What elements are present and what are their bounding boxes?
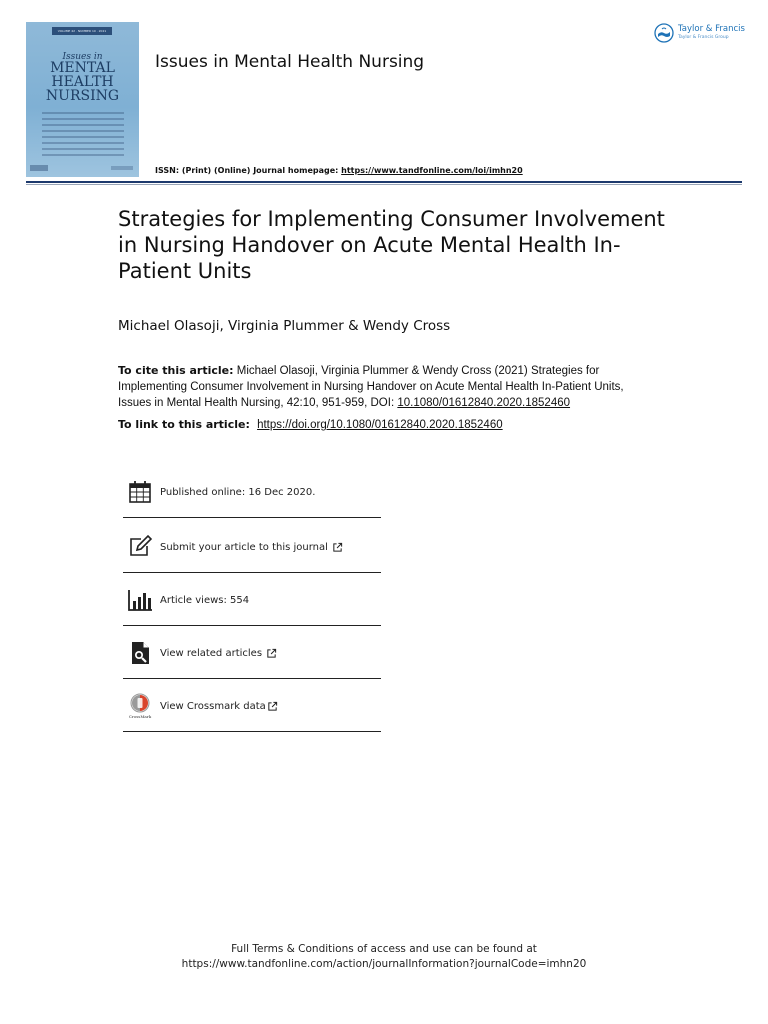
publisher-logo-icon — [654, 23, 674, 43]
article-link-line — [118, 418, 503, 431]
external-link-icon — [332, 542, 343, 553]
crossmark-icon — [126, 692, 154, 720]
cover-volume-band: VOLUME 42 · NUMBER 10 · 2021 — [52, 27, 112, 35]
bar-chart-icon — [126, 586, 154, 614]
issn-text: ISSN: (Print) (Online) Journal homepage: — [155, 166, 342, 175]
article-title: Strategies for Implementing Consumer Involvement in Nursing Handover on Acute Mental Health In-Patient Units — [118, 207, 665, 283]
calendar-icon — [126, 478, 154, 506]
article-authors: Michael Olasoji, Virginia Plummer & Wendy Cross — [118, 318, 451, 334]
published-online-row — [123, 467, 381, 518]
submit-article-link[interactable]: Submit your article to this journal — [160, 541, 328, 553]
article-link-label: To link to this article: — [118, 418, 250, 431]
cover-title-line: NURSING — [45, 88, 120, 104]
cover-publisher-logo — [30, 165, 48, 171]
publisher-name: Taylor & Francis — [678, 24, 745, 34]
cover-contents-lines — [42, 112, 124, 160]
crossmark-row[interactable] — [123, 681, 381, 732]
citation-text: Michael Olasoji, Virginia Plummer & Wendy Cross (2021) Strategies for Implementing Consumer Involvement in Nursing Handover on Acute Mental Health In-Patient Units, Issues in Mental Health Nursing, 42:10, 951-959, DOI: — [118, 365, 624, 409]
header-divider-thin — [26, 184, 742, 185]
publisher-logo[interactable] — [654, 22, 746, 46]
related-articles-row[interactable] — [123, 628, 381, 679]
journal-title: Issues in Mental Health Nursing — [155, 52, 425, 72]
submit-article-row[interactable] — [123, 522, 381, 573]
crossmark-link[interactable]: View Crossmark data — [160, 700, 266, 712]
journal-cover-image — [26, 22, 139, 177]
external-link-icon — [267, 701, 278, 712]
issn-line — [155, 166, 523, 175]
related-articles-link[interactable]: View related articles — [160, 647, 263, 659]
citation-label: To cite this article: — [118, 364, 234, 377]
journal-homepage-link[interactable]: https://www.tandfonline.com/loi/imhn20 — [341, 166, 523, 175]
crossmark-caption: CrossMark — [128, 714, 152, 719]
cover-issues-in: Issues in — [62, 52, 103, 62]
external-link-icon — [266, 648, 277, 659]
citation-block — [118, 363, 658, 411]
search-document-icon — [126, 639, 154, 667]
doi-link[interactable]: 10.1080/01612840.2020.1852460 — [397, 397, 571, 409]
cover-title-line: HEALTH — [51, 74, 114, 90]
article-views-text: Article views: 554 — [160, 594, 250, 606]
edit-icon — [126, 533, 154, 561]
cover-barcode — [111, 166, 133, 170]
header-divider — [26, 181, 742, 183]
footer-terms-link[interactable]: https://www.tandfonline.com/action/journalInformation?journalCode=imhn20 — [181, 958, 587, 970]
article-link[interactable]: https://doi.org/10.1080/01612840.2020.1852460 — [257, 419, 503, 431]
cover-title-line: MENTAL — [50, 60, 115, 76]
article-views-row — [123, 575, 381, 626]
published-online-text: Published online: 16 Dec 2020. — [160, 486, 316, 498]
footer-line-1: Full Terms & Conditions of access and use can be found at — [231, 943, 537, 955]
footer-terms — [0, 942, 768, 972]
cover-title — [26, 61, 139, 103]
publisher-group: Taylor & Francis Group — [678, 35, 729, 40]
